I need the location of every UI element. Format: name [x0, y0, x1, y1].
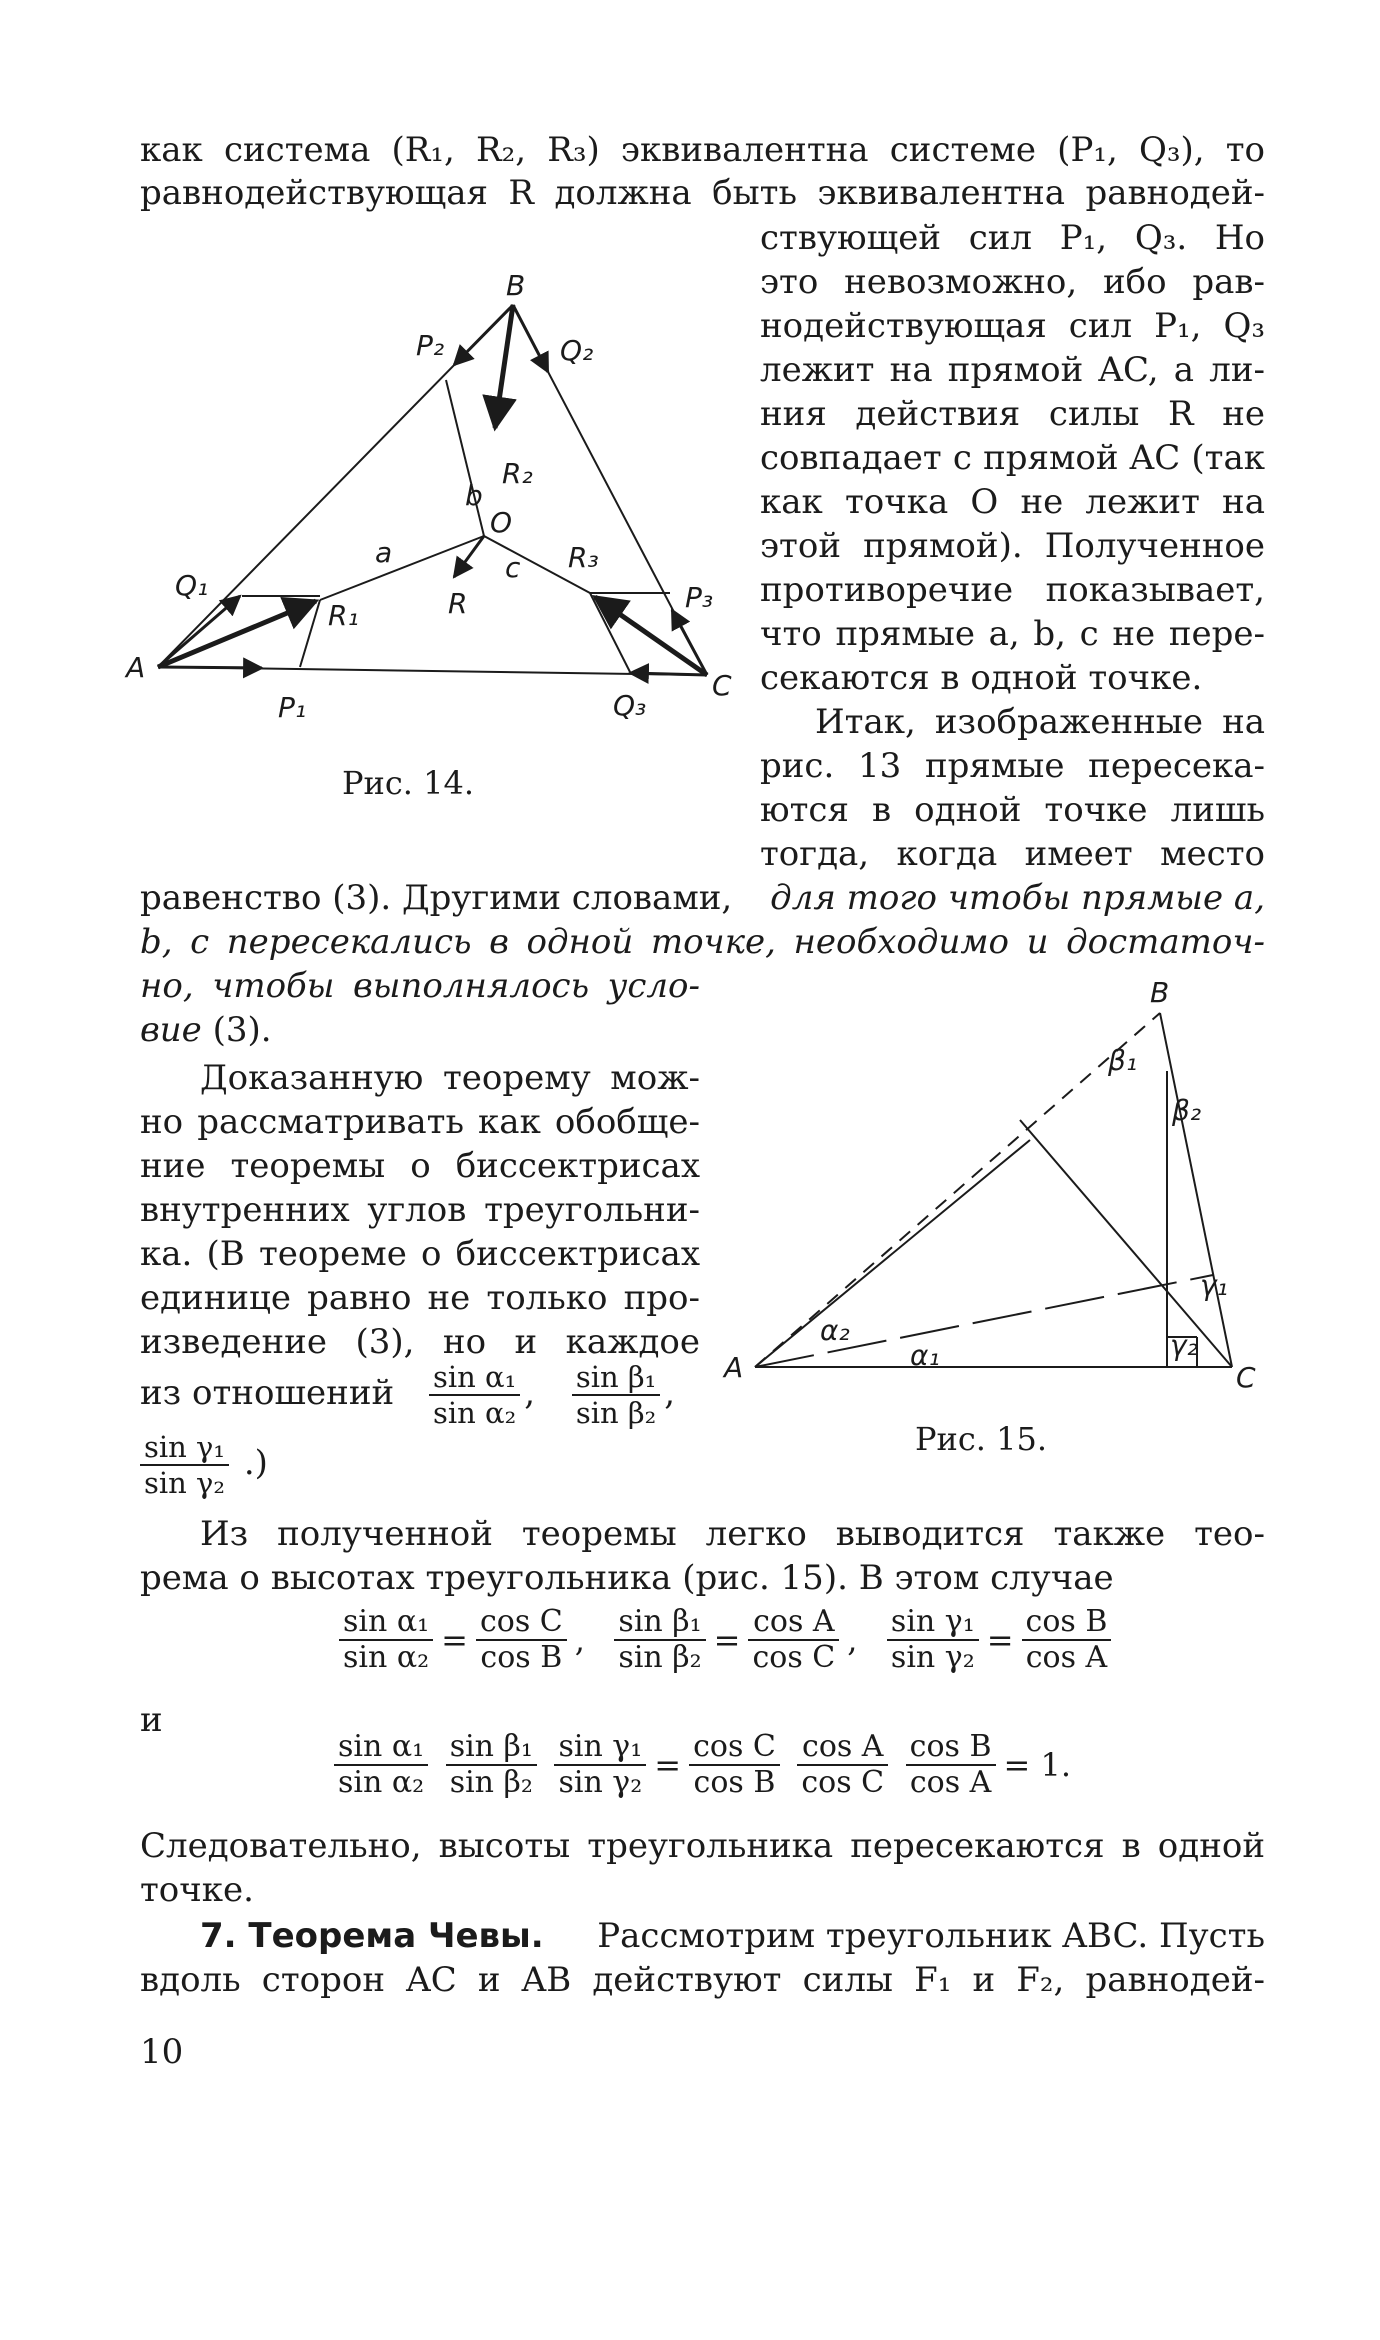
fraction-numerator: sin γ₁ [554, 1730, 646, 1766]
text-line: ния действия силы R не [760, 394, 1265, 434]
label-q3: Q₃ [613, 689, 647, 722]
fraction-denominator: cos A [909, 1765, 992, 1800]
vector-q1 [158, 596, 240, 667]
vector-r2 [495, 305, 513, 428]
fraction [689, 1730, 780, 1800]
text-line: ка. (В теореме о биссектрисах [140, 1234, 700, 1274]
text-line: что прямые a, b, c не пере- [760, 614, 1265, 654]
text-line: но рассматривать как обобще- [140, 1102, 700, 1142]
fraction-denominator: cos A [1025, 1640, 1108, 1675]
fraction-denominator: sin α₂ [432, 1396, 517, 1430]
fraction-numerator: sin β₁ [446, 1730, 537, 1766]
text-line: вдоль сторон AC и AB действуют силы F₁ и F₂, равнодей- [140, 1960, 1265, 2000]
text-line: лежит на прямой AC, а ли- [760, 350, 1265, 390]
label-c: C [1236, 1361, 1256, 1394]
text-line: совпадает с прямой AC (так [760, 438, 1265, 478]
label-beta2: β₂ [1172, 1094, 1202, 1127]
label-a: A [126, 651, 146, 684]
label-r: R [448, 587, 468, 620]
fraction-denominator: sin γ₂ [144, 1466, 226, 1500]
label-a: A [724, 1351, 744, 1384]
equals-sign: = [986, 1621, 1014, 1659]
text-line: Следовательно, высоты треугольника пересекаются в одной [140, 1826, 1265, 1866]
label-r2: R₂ [502, 457, 533, 490]
vector-q2 [513, 305, 548, 372]
text-line: как система (R₁, R₂, R₃) эквивалентна системе (P₁, Q₃), то [140, 130, 1265, 170]
text-line: как точка O не лежит на [760, 482, 1265, 522]
fraction-numerator: cos C [689, 1730, 780, 1766]
fraction-denominator: sin β₂ [449, 1765, 533, 1800]
fraction-denominator: sin γ₂ [890, 1640, 975, 1675]
label-beta1: β₁ [1108, 1044, 1138, 1077]
side-ab-dashed [755, 1013, 1160, 1367]
label-alpha2: α₂ [820, 1314, 850, 1347]
label-b: B [506, 269, 526, 302]
text-line [140, 1428, 268, 1500]
label-gamma1: γ₁ [1200, 1269, 1228, 1302]
text-line: ствующей сил P₁, Q₃. Но [760, 218, 1265, 258]
text-line [200, 1916, 1265, 1956]
figure-15-caption: Рис. 15. [915, 1420, 1048, 1458]
text-line: нодействующая сил P₁, Q₃ [760, 306, 1265, 346]
label-q2: Q₂ [560, 334, 594, 367]
label-p1: P₁ [278, 691, 307, 724]
comma: , [574, 1621, 585, 1659]
comma: , [847, 1621, 858, 1659]
section-heading: 7. Теорема Чевы. [200, 1916, 544, 1956]
text-line [140, 878, 1265, 918]
label-p3: P₃ [685, 581, 714, 614]
label-line-a: a [375, 536, 393, 569]
text-line: ются в одной точке лишь [760, 790, 1265, 830]
fraction [887, 1605, 979, 1675]
text-line: этой прямой). Полученное [760, 526, 1265, 566]
text-line-italic: но, чтобы выполнялось усло- [140, 966, 700, 1006]
fraction [554, 1730, 646, 1800]
equals-sign: = [441, 1621, 468, 1659]
text-line: Доказанную теорему мож- [200, 1058, 700, 1098]
fraction [1022, 1605, 1112, 1675]
text-run-italic: для того чтобы прямые a, [770, 878, 1265, 918]
label-r1: R₁ [328, 599, 359, 632]
fraction-numerator: cos B [906, 1730, 996, 1766]
construction-line [300, 600, 320, 667]
text-run-italic: вие [140, 1010, 202, 1050]
equation-row [335, 1605, 1115, 1675]
label-alpha1: α₁ [910, 1339, 940, 1372]
text-line: рис. 13 прямые пересека- [760, 746, 1265, 786]
fraction [748, 1605, 839, 1675]
page-number: 10 [140, 2032, 184, 2072]
equals-sign: = [713, 1621, 741, 1659]
text-line: это невозможно, ибо рав- [760, 262, 1265, 302]
fraction [572, 1360, 660, 1430]
text-line: изведение (3), но и каждое [140, 1322, 700, 1362]
label-line-c: c [505, 551, 521, 584]
equation-result: = 1. [1003, 1746, 1072, 1784]
text-run: равенство (3). Другими словами, [140, 878, 733, 918]
label-p2: P₂ [416, 329, 445, 362]
equals-sign: = [654, 1746, 682, 1784]
fraction-numerator: sin α₁ [339, 1605, 433, 1641]
text-line [140, 1010, 272, 1050]
fraction-denominator: cos B [480, 1640, 563, 1675]
text-line: Итак, изображенные на [815, 702, 1265, 742]
fraction [429, 1360, 520, 1430]
fraction-denominator: sin β₂ [575, 1396, 657, 1430]
text-run: .) [243, 1443, 268, 1483]
fraction-numerator: cos B [1022, 1605, 1112, 1641]
fraction [446, 1730, 537, 1800]
fraction-numerator: sin α₁ [334, 1730, 428, 1766]
label-line-b: b [465, 479, 483, 512]
label-gamma2: γ₂ [1170, 1329, 1198, 1362]
fraction-numerator: sin γ₁ [887, 1605, 979, 1641]
fraction-denominator: sin β₂ [618, 1640, 702, 1675]
fraction-denominator: cos B [693, 1765, 776, 1800]
figure-15 [720, 975, 1260, 1395]
fraction-numerator: cos A [748, 1605, 839, 1641]
text-line: равнодействующая R должна быть эквивалентна равнодей- [140, 173, 1265, 213]
segment-from-a [755, 1140, 1030, 1367]
text-line: Из полученной теоремы легко выводится также тео- [200, 1514, 1265, 1554]
fraction-numerator: sin α₁ [429, 1360, 520, 1396]
text-line: ние теоремы о биссектрисах [140, 1146, 700, 1186]
label-q1: Q₁ [175, 569, 209, 602]
vector-p1 [158, 667, 262, 668]
fraction-numerator: cos A [797, 1730, 888, 1766]
text-line: тогда, когда имеет место [760, 834, 1265, 874]
fraction [476, 1605, 567, 1675]
text-line: рема о высотах треугольника (рис. 15). В этом случае [140, 1558, 1114, 1598]
label-r3: R₃ [568, 541, 599, 574]
fraction-numerator: cos C [476, 1605, 567, 1641]
text-run: из отношений [140, 1373, 395, 1413]
text-line: противоречие показывает, [760, 570, 1265, 610]
text-line: точке. [140, 1870, 254, 1910]
fraction-numerator: sin β₁ [614, 1605, 705, 1641]
fraction [906, 1730, 996, 1800]
fraction-denominator: cos C [801, 1765, 885, 1800]
text-run: Рассмотрим треугольник ABC. Пусть [597, 1916, 1265, 1956]
text-run: (3). [212, 1010, 272, 1050]
label-o: O [490, 506, 513, 539]
label-c: C [712, 669, 732, 702]
fraction [140, 1430, 229, 1500]
text-line: из отношений $\frac{\text{sin α₁}}{\text{sin α₂}}$ , $\frac{\text{sin β₁}}{\text{sin β₂}}$ , [140, 1360, 676, 1430]
fraction-denominator: sin γ₂ [558, 1765, 643, 1800]
line-b [446, 380, 484, 536]
figure-14 [120, 265, 750, 755]
triangle-side-bc [1160, 1013, 1232, 1367]
text-line: и [140, 1700, 163, 1740]
fraction-denominator: sin α₂ [343, 1640, 430, 1675]
altitude-from-c [1020, 1120, 1232, 1367]
fraction-numerator: sin γ₁ [140, 1430, 229, 1466]
fraction [797, 1730, 888, 1800]
figure-14-caption: Рис. 14. [342, 764, 475, 802]
vector-r1 [158, 601, 316, 667]
text-line: единице равно не только про- [140, 1278, 700, 1318]
fraction-denominator: sin α₂ [338, 1765, 425, 1800]
equation-row [330, 1730, 1075, 1800]
fraction [614, 1605, 705, 1675]
fraction-denominator: cos C [752, 1640, 836, 1675]
label-b: B [1150, 976, 1170, 1009]
vector-q3 [630, 673, 707, 675]
text-line: секаются в одной точке. [760, 658, 1203, 698]
fraction [339, 1605, 433, 1675]
text-line: внутренних углов треугольни- [140, 1190, 700, 1230]
fraction-numerator: sin β₁ [572, 1360, 660, 1396]
fraction [334, 1730, 428, 1800]
text-line-italic: b, c пересекались в одной точке, необходимо и достаточ- [140, 922, 1265, 962]
